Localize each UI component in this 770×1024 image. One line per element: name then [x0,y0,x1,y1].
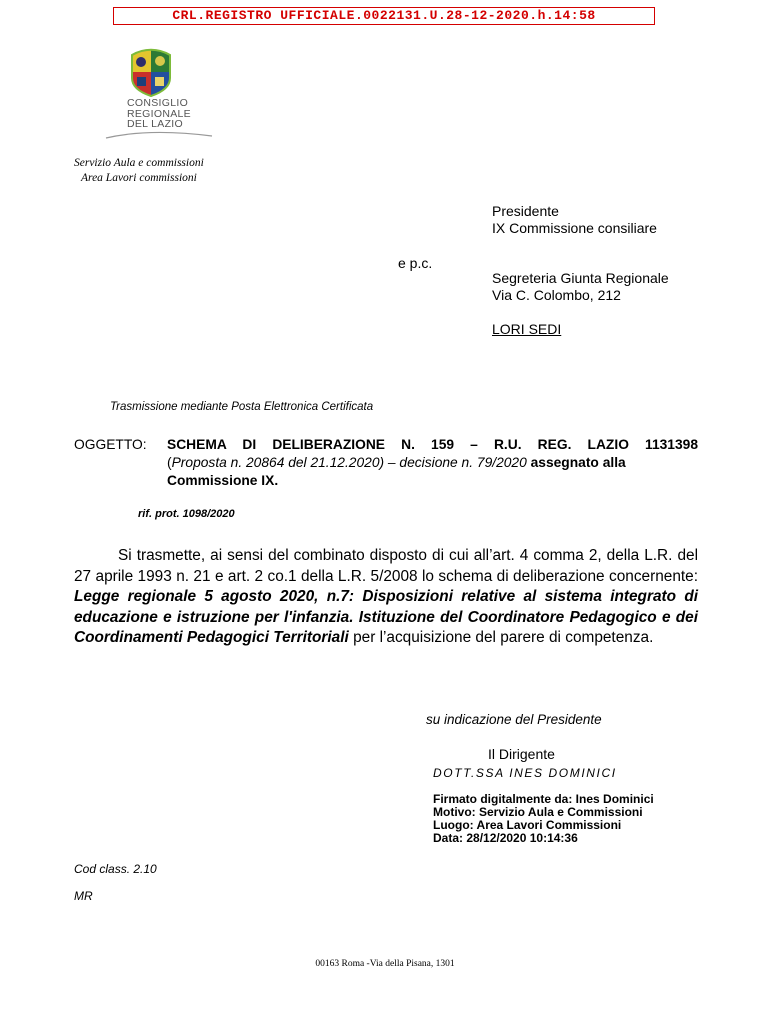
digital-signature-location: Luogo: Area Lavori Commissioni [433,818,622,832]
recipient-commission: IX Commissione consiliare [492,220,657,236]
logo-line-1: CONSIGLIO [127,97,189,109]
cc-label: e p.c. [398,255,433,271]
body-paragraph [74,546,698,649]
on-behalf-note: su indicazione del Presidente [426,712,602,727]
body-law-title: Legge regionale 5 agosto 2020, n.7: Disposizioni relative al sistema integrato di educazione e istruzione per l'infanzia. Istituzione del Coordinatore Pedagogico e dei Coordinamenti Pedagogici Territoriali [74,588,698,646]
logo-wordmark [127,98,191,130]
subject-line-3: Commissione IX. [167,473,279,488]
subject-proposal: Proposta n. 20864 del 21.12.2020) – decisione n. 79/2020 [171,455,527,470]
signatory-title: Il Dirigente [488,746,555,762]
footer-address: 00163 Roma -Via della Pisana, 1301 [315,959,455,969]
transmission-note: Trasmissione mediante Posta Elettronica Certificata [110,401,374,413]
digital-signature-by: Firmato digitalmente da: Ines Dominici [433,792,654,806]
office-service: Servizio Aula e commissioni [74,157,204,169]
classification-code: Cod class. 2.10 [74,862,157,876]
signatory-name: DOTT.SSA INES DOMINICI [433,766,617,780]
subject-block [167,436,698,490]
logo-line-3: DEL LAZIO [127,118,183,130]
reference-protocol: rif. prot. 1098/2020 [138,508,235,520]
subject-label: OGGETTO: [74,437,147,452]
office-area: Area Lavori commissioni [81,172,197,184]
protocol-stamp: CRL.REGISTRO UFFICIALE.0022131.U.28-12-2020.h.14:58 [113,7,655,25]
digital-signature-reason: Motivo: Servizio Aula e Commissioni [433,805,643,819]
author-initials: MR [74,889,93,903]
body-part-3: per l’acquisizione del parere di competenza. [348,629,654,646]
logo-line-2: REGIONALE [127,107,191,120]
subject-line-1: SCHEMA DI DELIBERAZIONE N. 159 – R.U. REG. LAZIO 1131398 [167,437,698,452]
subject-line-2: (Proposta n. 20864 del 21.12.2020) – decisione n. 79/2020 assegnato alla [167,455,626,470]
cc-address: Via C. Colombo, 212 [492,287,621,303]
cc-recipient: Segreteria Giunta Regionale [492,270,669,286]
digital-signature-date: Data: 28/12/2020 10:14:36 [433,831,578,845]
body-part-1: Si trasmette, ai sensi del combinato disposto di cui all’art. 4 comma 2, della L.R. del 27 aprile 1993 n. 21 e art. 2 co.1 della L.R. 5/2008 lo schema di deliberazione concernente: [74,547,698,585]
lori-sedi: LORI SEDI [492,321,562,337]
recipient-title: Presidente [492,203,559,219]
subject-assigned: assegnato alla [526,455,626,470]
